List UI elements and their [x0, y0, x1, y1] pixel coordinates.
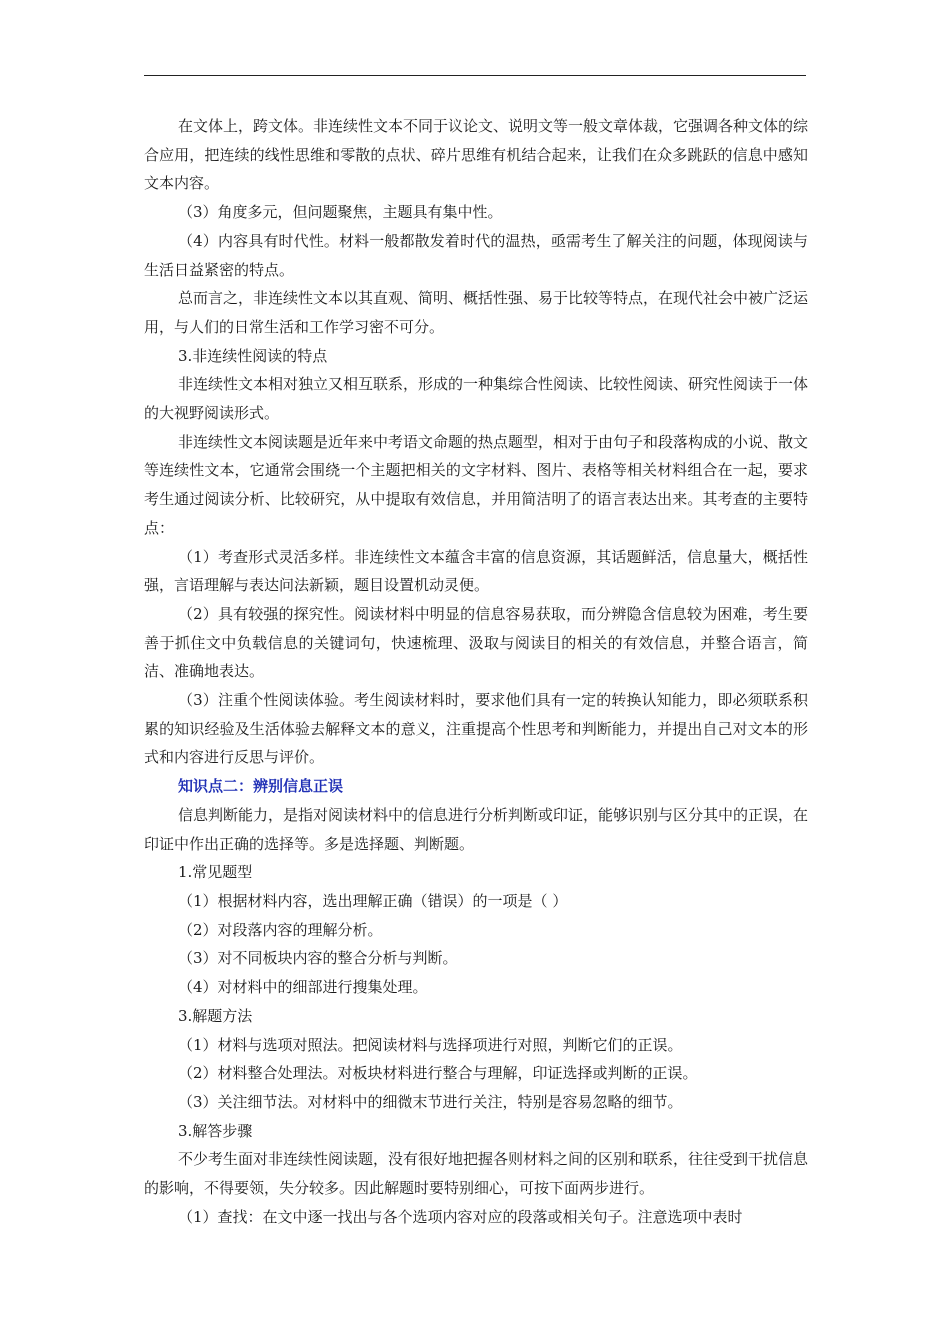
paragraph: 非连续性文本阅读题是近年来中考语文命题的热点题型，相对于由句子和段落构成的小说、散文等连续性文本，它通常会围绕一个主题把相关的文字材料、图片、表格等相关材料组合在一起，要求考生通过阅读分析、比较研究，从中提取有效信息，并用简洁明了的语言表达出来。其考查的主要特点：	[144, 432, 809, 537]
paragraph: 非连续性文本相对独立又相互联系，形成的一种集综合性阅读、比较性阅读、研究性阅读于一体的大视野阅读形式。	[144, 375, 809, 423]
paragraph: （1）考查形式灵活多样。非连续性文本蕴含丰富的信息资源，其话题鲜活，信息量大，概括性强，言语理解与表达问法新颖，题目设置机动灵便。	[144, 547, 808, 595]
list-item: （1）查找：在文中逐一找出与各个选项内容对应的段落或相关句子。注意选项中表时	[178, 1207, 743, 1226]
paragraph: 信息判断能力，是指对阅读材料中的信息进行分析判断或印证，能够识别与区分其中的正误，在印证中作出正确的选择等。多是选择题、判断题。	[144, 805, 809, 853]
list-item: （3）对不同板块内容的整合分析与判断。	[178, 949, 458, 968]
list-item: （2）材料整合处理法。对板块材料进行整合与理解，印证选择或判断的正误。	[178, 1064, 698, 1083]
section-heading: 1.常见题型	[178, 863, 253, 882]
paragraph: 在文体上，跨文体。非连续性文本不同于议论文、说明文等一般文章体裁，它强调各种文体的综合应用，把连续的线性思维和零散的点状、碎片思维有机结合起来，让我们在众多跳跃的信息中感知文本内容。	[144, 117, 809, 193]
list-item: （2）对段落内容的理解分析。	[178, 920, 383, 939]
paragraph: 总而言之，非连续性文本以其直观、简明、概括性强、易于比较等特点，在现代社会中被广泛运用，与人们的日常生活和工作学习密不可分。	[144, 289, 809, 336]
paragraph: 不少考生面对非连续性阅读题，没有很好地把握各则材料之间的区别和联系，往往受到干扰信息的影响，不得要领，失分较多。因此解题时要特别细心，可按下面两步进行。	[144, 1150, 809, 1198]
list-item: （1）根据材料内容，选出理解正确（错误）的一项是（ ）	[178, 891, 568, 910]
list-item: （4）对材料中的细部进行搜集处理。	[178, 978, 428, 997]
paragraph: （3）注重个性阅读体验。考生阅读材料时，要求他们具有一定的转换认知能力，即必须联系积累的知识经验及生活体验去解释文本的意义，注重提高个性思考和判断能力，并提出自己对文本的形式和内容进行反思与评价。	[144, 691, 808, 767]
document-body	[144, 112, 808, 1231]
header-rule	[144, 75, 806, 76]
paragraph: （2）具有较强的探究性。阅读材料中明显的信息容易获取，而分辨隐含信息较为困难，考生要善于抓住文中负载信息的关键词句，快速梳理、汲取与阅读目的相关的有效信息，并整合语言，简洁、准确地表达。	[144, 604, 808, 681]
knowledge-point-heading: 知识点二：辨别信息正误	[178, 777, 344, 796]
section-heading: 3.解题方法	[178, 1006, 253, 1025]
paragraph: （3）角度多元，但问题聚焦，主题具有集中性。	[178, 203, 503, 222]
paragraph: （4）内容具有时代性。材料一般都散发着时代的温热，亟需考生了解关注的问题，体现阅读与生活日益紧密的特点。	[144, 231, 808, 279]
section-heading: 3.非连续性阅读的特点	[178, 346, 328, 365]
section-heading: 3.解答步骤	[178, 1121, 253, 1140]
list-item: （1）材料与选项对照法。把阅读材料与选择项进行对照，判断它们的正误。	[178, 1035, 683, 1054]
list-item: （3）关注细节法。对材料中的细微末节进行关注，特别是容易忽略的细节。	[178, 1092, 683, 1111]
